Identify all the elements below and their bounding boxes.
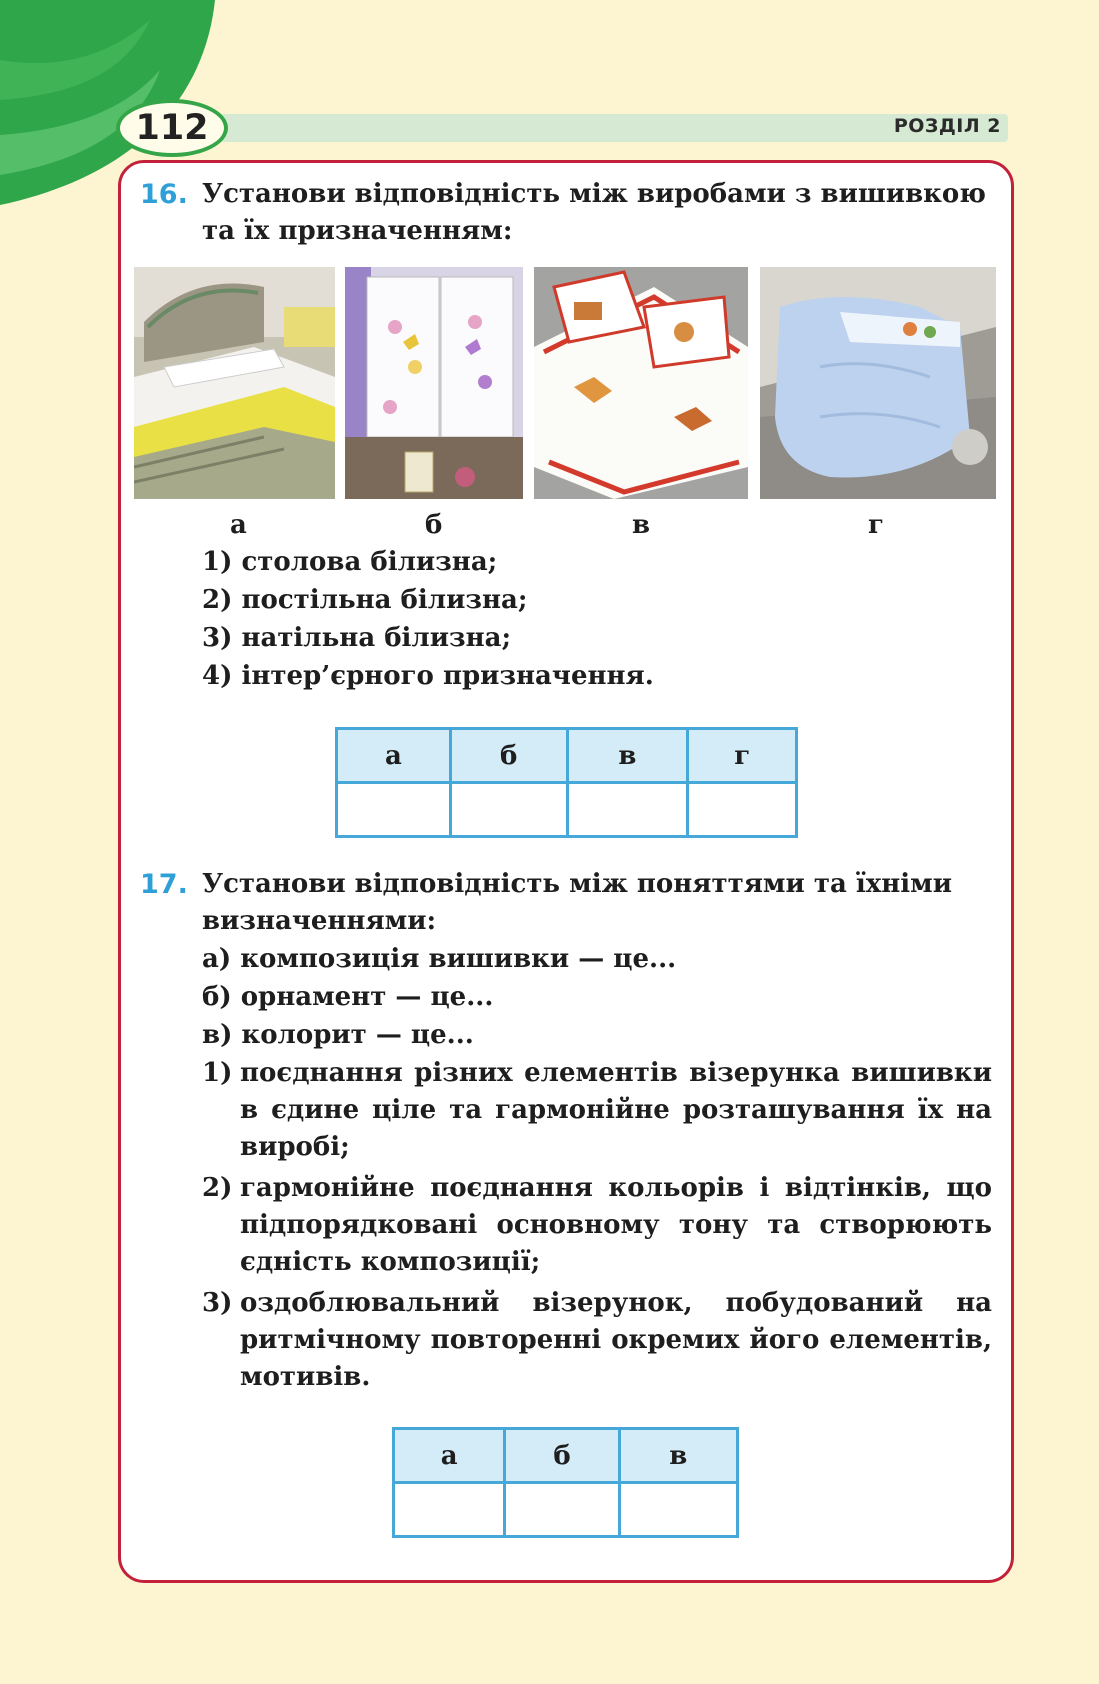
section-label: РОЗДІЛ 2: [893, 115, 1001, 137]
option-4: 4) інтер’єрного призначення.: [202, 661, 654, 691]
photo-letter-a: а: [230, 510, 247, 540]
photo-baby-clothes: [760, 267, 996, 499]
table-header-cell: а: [394, 1429, 505, 1483]
answer-table-16: [335, 727, 798, 838]
photo-letter-v: в: [632, 510, 651, 540]
definition-number: 1): [202, 1058, 233, 1088]
concept-v: в) колорит — це...: [202, 1020, 474, 1050]
photo-letter-g: г: [868, 510, 884, 540]
answer-cell[interactable]: [337, 783, 451, 837]
photo-curtains: [345, 267, 523, 499]
answer-cell[interactable]: [450, 783, 567, 837]
photo-table-linen: [534, 267, 748, 499]
task-number: 17.: [140, 869, 188, 900]
option-1: 1) столова білизна;: [202, 547, 498, 577]
answer-table-17: [392, 1427, 739, 1538]
answer-cell[interactable]: [688, 783, 797, 837]
concept-a: а) композиція вишивки — це...: [202, 944, 677, 974]
answer-cell[interactable]: [619, 1483, 737, 1537]
photo-letter-b: б: [425, 510, 443, 540]
task-text: Установи відповідність між виробами з вишивкою та їх призначенням:: [202, 179, 986, 246]
table-header-cell: а: [337, 729, 451, 783]
answer-cell[interactable]: [567, 783, 688, 837]
definition-text: гармонійне поєднання кольорів і відтінків, що підпорядковані основному тону та створюють єдність композиції;: [240, 1173, 992, 1277]
task-text: Установи відповідність між поняттями та їхніми визначеннями:: [202, 869, 953, 936]
table-header-cell: в: [567, 729, 688, 783]
answer-cell[interactable]: [505, 1483, 619, 1537]
definition-1: [202, 1055, 992, 1166]
definition-number: 3): [202, 1288, 233, 1318]
page-number: 112: [116, 99, 228, 157]
answer-cell[interactable]: [394, 1483, 505, 1537]
table-header-cell: в: [619, 1429, 737, 1483]
definition-2: [202, 1170, 992, 1281]
option-2: 2) постільна білизна;: [202, 585, 528, 615]
task-17: [140, 866, 1002, 940]
definition-text: поєднання різних елементів візерунка вишивки в єдине ціле та гармонійне розташування їх на виробі;: [240, 1058, 992, 1162]
header-band: [200, 114, 1008, 142]
definition-text: оздоблювальний візерунок, побудований на ритмічному повторенні окремих його елементів, мотивів.: [240, 1288, 992, 1392]
definition-number: 2): [202, 1173, 233, 1203]
task-number: 16.: [140, 179, 188, 210]
option-3: 3) натільна білизна;: [202, 623, 512, 653]
concept-b: б) орнамент — це...: [202, 982, 494, 1012]
table-header-cell: б: [450, 729, 567, 783]
photo-bed-linen: [134, 267, 335, 499]
task-16: [140, 176, 1002, 250]
table-header-cell: г: [688, 729, 797, 783]
definition-3: [202, 1285, 992, 1396]
table-header-cell: б: [505, 1429, 619, 1483]
